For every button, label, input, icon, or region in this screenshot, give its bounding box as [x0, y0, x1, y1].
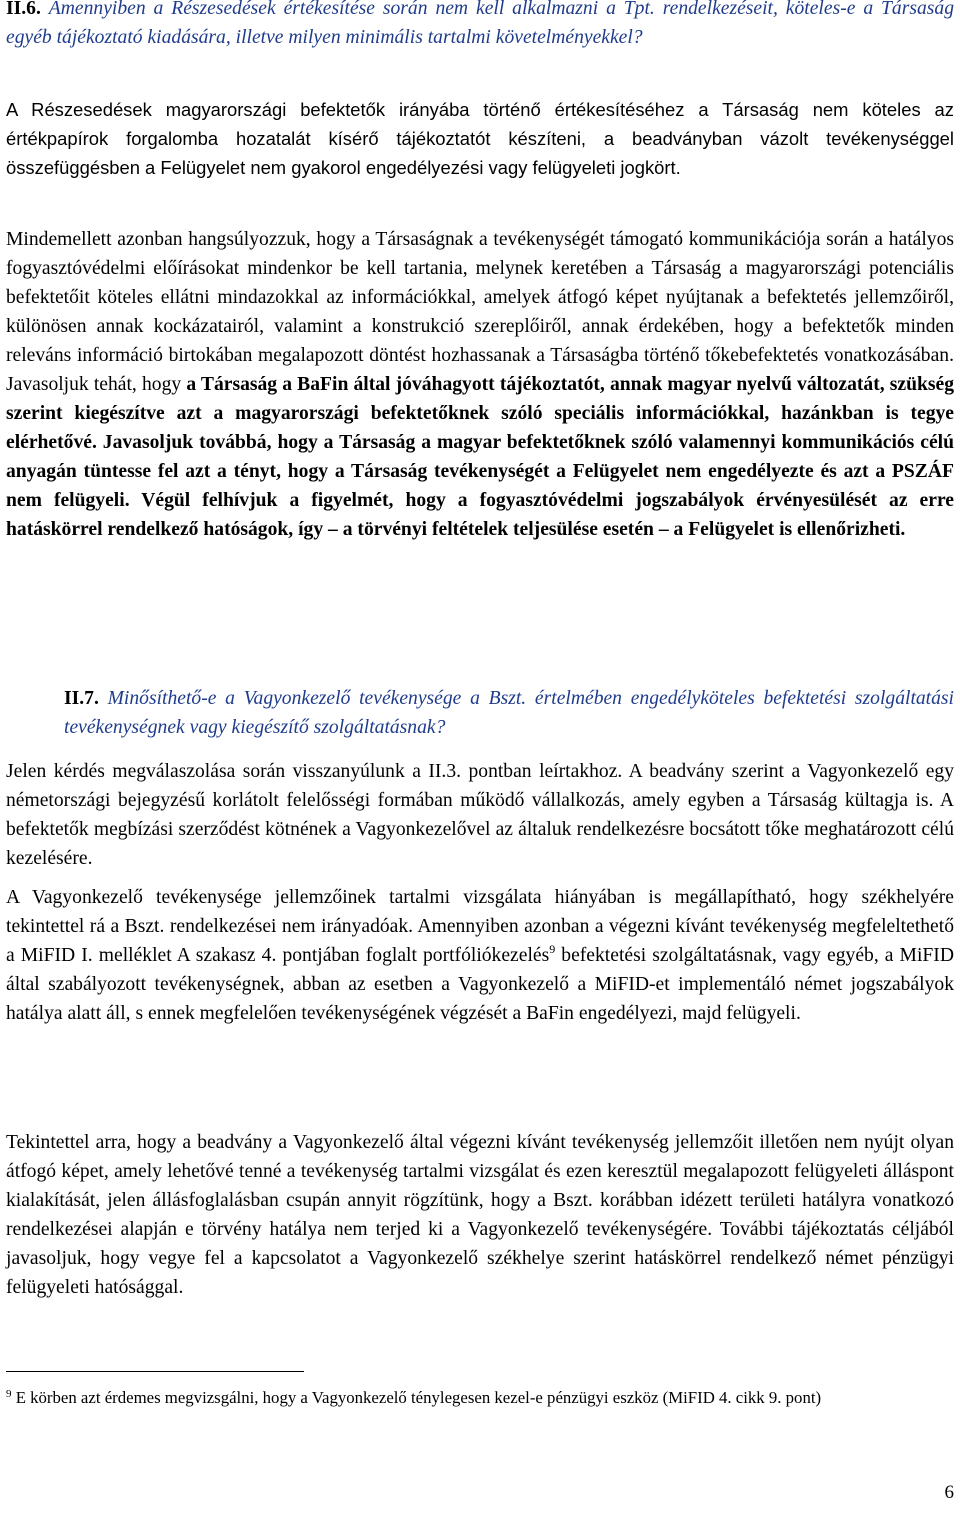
section-heading-ii7	[6, 684, 954, 742]
paragraph: Tekintettel arra, hogy a beadvány a Vagyonkezelő által végezni kívánt tevékenység jellemzőit illetően nem nyújt olyan átfogó képet, amely lehetővé tenné a tevékenység tartalmi vizsgálat és ezen keresztül megalapozott felügyeleti álláspont kialakítását, jelen állásfoglalásban csupán annyit rögzítünk, hogy a Bszt. korábban idézett területi hatályra vonatkozó rendelkezései alapján e törvény hatálya nem terjed ki a Vagyonkezelő tevékenységére. További tájékoztatás céljából javasoljuk, hogy vegye fel a kapcsolatot a Vagyonkezelő székhelye szerint hatáskörrel rendelkező német pénzügyi felügyeleti hatósággal.	[6, 1132, 954, 1298]
paragraph-text: Mindemellett azonban hangsúlyozzuk, hogy a Társaságnak a tevékenységét támogató kommunikációja során a hatályos fogyasztóvédelmi előírásokat mindenkor be kell tartania, melynek keretében a Társaság a magyarországi potenciális befektetőit köteles ellátni mindazokkal az információkkal, amelyek átfogó képet nyújtanak a befektetés jellemzőiről, különösen annak kockázatairól, valamint a konstrukció szereplőiről, annak érdekében, hogy a befektetők minden releváns információ birtokában megalapozott döntést hozhassanak a Társaságba történő tőkebefektetés vonatkozásában. Javasoljuk tehát, hogy	[6, 229, 954, 395]
paragraph-bold-text: a Társaság a BaFin által jóváhagyott tájékoztatót, annak magyar nyelvű változatát, szükség szerint kiegészítve azt a magyarországi befektetőknek szóló speciális információkkal, hazánkban is tegye elérhetővé. Javasoljuk továbbá, hogy a Társaság a magyar befektetőknek szóló valamennyi kommunikációs célú anyagán tüntesse fel azt a tényt, hogy a Társaság tevékenységét a Felügyelet nem engedélyezte és azt a PSZÁF nem felügyeli. Végül felhívjuk a figyelmét, hogy a fogyasztóvédelmi jogszabályok érvényesülését az erre hatáskörrel rendelkező hatóságok, így – a törvényi feltételek teljesülése esetén – a Felügyelet is ellenőrizheti.	[6, 374, 955, 540]
section-number: II.6.	[6, 0, 41, 19]
paragraph: A Részesedések magyarországi befektetők irányába történő értékesítéséhez a Társaság nem köteles az értékpapírok forgalomba hozatalát kísérő tájékoztatót készíteni, a beadványban vázolt tevékenységgel összefüggésben a Felügyelet nem gyakorol engedélyezési vagy felügyeleti jogkört.	[6, 99, 954, 178]
section-number: II.7.	[64, 688, 99, 709]
footnote	[6, 1383, 954, 1412]
paragraph-text: befektetési szolgáltatásnak, vagy egyéb, a MiFID által szabályozott tevékenységnek, abban az esetben a Vagyonkezelő a MiFID-et implementáló német jogszabályok hatálya alatt áll, s ennek megfelelően tevékenységének végzését a BaFin engedélyezi, majd felügyeli.	[6, 945, 954, 1024]
paragraph-text: A Vagyonkezelő tevékenysége jellemzőinek tartalmi vizsgálata hiányában is megállapítható, hogy székhelyére tekintettel rá a Bszt. rendelkezései nem irányadóak. Amennyiben azonban a végezni kívánt tevékenység megfeleltethető a MiFID I. melléklet A szakasz 4. pontjában foglalt portfóliókezelés	[6, 887, 954, 966]
section-heading-ii6	[6, 0, 954, 52]
footnote-divider	[6, 1371, 304, 1372]
paragraph	[6, 225, 954, 544]
page-number: 6	[944, 1482, 954, 1503]
paragraph	[6, 883, 954, 1028]
section-title: Amennyiben a Részesedések értékesítése során nem kell alkalmazni a Tpt. rendelkezéseit, köteles-e a Társaság egyéb tájékoztató kiadására, illetve milyen minimális tartalmi követelményekkel?	[6, 0, 954, 48]
footnote-marker: 9	[6, 1388, 12, 1400]
paragraph: Jelen kérdés megválaszolása során visszanyúlunk a II.3. pontban leírtakhoz. A beadvány szerint a Vagyonkezelő egy németországi bejegyzésű korlátolt felelősségi formában működő vállalkozás, amely egyben a Társaság kültagja is. A befektetők megbízási szerződést kötnének a Vagyonkezelővel az általuk rendelkezésre bocsátott tőke meghatározott célú kezelésére.	[6, 761, 954, 869]
footnote-reference[interactable]: 9	[549, 942, 556, 956]
footnote-text: E körben azt érdemes megvizsgálni, hogy a Vagyonkezelő ténylegesen kezel-e pénzügyi eszköz (MiFID 4. cikk 9. pont)	[11, 1388, 822, 1407]
section-title: Minősíthető-e a Vagyonkezelő tevékenysége a Bszt. értelmében engedélyköteles befektetési szolgáltatási tevékenységnek vagy kiegészítő szolgáltatásnak?	[64, 688, 954, 738]
